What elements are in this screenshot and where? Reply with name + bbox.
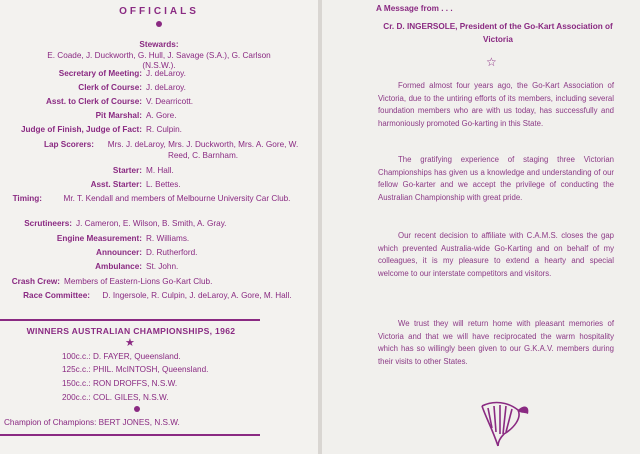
star-icon: ☆ <box>486 55 497 69</box>
dot-icon <box>134 406 140 412</box>
official-label: Pit Marshal: <box>95 111 142 120</box>
official-label: Asst. to Clerk of Course: <box>46 97 142 106</box>
official-label: Ambulance: <box>95 262 142 271</box>
official-label: Secretary of Meeting: <box>58 69 142 78</box>
star-icon: ★ <box>125 337 135 349</box>
winner-row <box>62 352 181 362</box>
left-page <box>0 0 318 454</box>
winner-row <box>62 365 208 375</box>
official-label: Scrutineers: <box>24 219 72 228</box>
official-value: R. Williams. <box>146 234 190 243</box>
stewards-block <box>0 40 318 72</box>
official-label: Timing: <box>12 194 42 203</box>
winner-row <box>62 379 177 389</box>
official-label: Crash Crew: <box>11 277 60 286</box>
official-label: Asst. Starter: <box>90 180 142 189</box>
message-paragraph <box>378 154 614 205</box>
official-label: Engine Measurement: <box>56 234 142 243</box>
official-label: Starter: <box>112 166 142 175</box>
official-value: D. Rutherford. <box>146 248 198 257</box>
paragraph-text: The gratifying experience of staging three Victorian Championships has given us a knowledge and understanding of our fellow Go-karter and we accept the privilege of conducting the Australian Championship with great pride. <box>378 155 614 203</box>
official-value: Mr. T. Kendall and members of Melbourne University Car Club. <box>63 194 291 203</box>
winner-name: COL. GILES, N.S.W. <box>92 393 169 402</box>
stewards-names: E. Coade, J. Duckworth, G. Hull, J. Savage (S.A.), G. Carlson (N.S.W.). <box>47 50 271 70</box>
winner-name: D. FAYER, Queensland. <box>92 352 181 361</box>
official-label: Judge of Finish, Judge of Fact: <box>21 125 142 134</box>
winner-name: PHIL. McINTOSH, Queensland. <box>92 365 209 374</box>
divider <box>0 434 260 436</box>
stewards-label: Stewards: <box>139 40 179 49</box>
official-label: Announcer: <box>96 248 142 257</box>
official-value: V. Dearricott. <box>146 97 194 106</box>
official-label: Race Committee: <box>23 291 90 300</box>
message-author: Cr. D. INGERSOLE, President of the Go-Kart Association of Victoria <box>383 22 613 44</box>
official-value: M. Hall. <box>146 166 174 175</box>
divider <box>0 319 260 321</box>
winner-class: 100c.c.: <box>62 352 91 361</box>
paragraph-text: We trust they will return home with pleasant memories of Victoria and that we will have reciprocated the warm hospitality which has so willingly been given to our G.K.A.V. members during their visits to other States. <box>378 319 614 367</box>
dot-icon <box>156 21 162 27</box>
winner-class: 125c.c.: <box>62 365 91 374</box>
official-value: L. Bettes. <box>146 180 181 189</box>
message-paragraph <box>378 80 614 131</box>
official-value: J. deLaroy. <box>146 69 186 78</box>
message-heading: A Message from . . . <box>376 4 453 13</box>
champion-line: Champion of Champions: BERT JONES, N.S.W. <box>4 418 180 427</box>
harp-emblem-icon <box>474 398 532 448</box>
winner-class: 200c.c.: <box>62 393 91 402</box>
official-value: A. Gore. <box>146 111 177 120</box>
message-paragraph <box>378 230 614 281</box>
paragraph-text: Formed almost four years ago, the Go-Kart Association of Victoria, due to the untiring efforts of its members, including several foundation members who are with us today, has successfully and harmoniously promoted Go-karting in this State. <box>378 81 614 129</box>
official-label: Lap Scorers: <box>43 140 94 149</box>
official-value: J. deLaroy. <box>146 83 186 92</box>
official-value: R. Culpin. <box>146 125 182 134</box>
official-value: St. John. <box>146 262 179 271</box>
message-paragraph <box>378 318 614 369</box>
winner-class: 150c.c.: <box>62 379 91 388</box>
official-value: Mrs. J. deLaroy, Mrs. J. Duckworth, Mrs. A. Gore, W. Reed, C. Barnham. <box>107 140 299 160</box>
winner-row <box>62 393 169 403</box>
winners-title: WINNERS AUSTRALIAN CHAMPIONSHIPS, 1962 <box>26 326 236 336</box>
official-label: Clerk of Course: <box>78 83 142 92</box>
official-value: Members of Eastern-Lions Go-Kart Club. <box>64 277 213 286</box>
paragraph-text: Our recent decision to affiliate with C.A.M.S. closes the gap which prevented Australia-wide Go-Karting and on behalf of my colleagues, it is my pleasure to extend a hearty and special welcome to our interstate competitors and visitors. <box>378 231 614 279</box>
officials-title: OFFICIALS <box>119 6 199 17</box>
right-page <box>322 0 640 454</box>
winner-name: RON DROFFS, N.S.W. <box>92 379 178 388</box>
official-value: D. Ingersole, R. Culpin, J. deLaroy, A. Gore, M. Hall. <box>102 291 292 300</box>
official-value: J. Cameron, E. Wilson, B. Smith, A. Gray. <box>76 219 227 228</box>
